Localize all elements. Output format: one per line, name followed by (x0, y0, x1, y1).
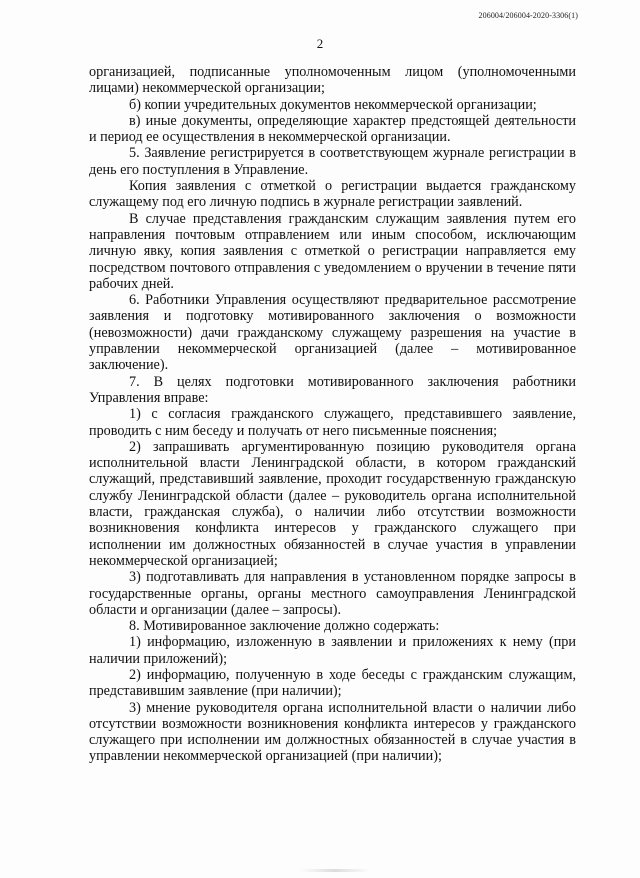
paragraph: 3) мнение руководителя органа исполнительной власти о наличии либо отсутствии возможности возникновения конфликта интересов у гражданского служащего при исполнении им должностных обязанностей в случае участия в управлении некоммерческой организацией (при наличии); (89, 699, 576, 765)
scan-artifact (300, 869, 370, 872)
paragraph: 2) запрашивать аргументированную позицию руководителя органа исполнительной власти Ленинградской области, в котором гражданский служащий, представивший заявление, проходит государственную гражданскую службу Ленинградской области (далее – руководитель органа исполнительной власти, гражданская служба), о наличии либо отсутствии возможности возникновения конфликта интересов у гражданского служащего при исполнении им должностных обязанностей в случае участия в управлении некоммерческой организацией; (89, 438, 576, 569)
paragraph: 8. Мотивированное заключение должно содержать: (129, 618, 440, 635)
document-body (89, 64, 576, 765)
paragraph: 6. Работники Управления осуществляют предварительное рассмотрение заявления и подготовку мотивированного заключения о возможности (невозможности) дачи гражданскому служащему разрешения на участие в управлении некоммерческой организацией (далее – мотивированное заключение). (89, 292, 576, 374)
paragraph: 7. В целях подготовки мотивированного заключения работники Управления вправе: (89, 373, 576, 406)
paragraph: б) копии учредительных документов некоммерческой организации; (129, 96, 537, 113)
paragraph: 1) с согласия гражданского служащего, представившего заявление, проводить с ним беседу и получать от него письменные пояснения; (89, 406, 576, 439)
paragraph: 2) информацию, полученную в ходе беседы с гражданским служащим, представившим заявление (при наличии); (89, 666, 576, 700)
paragraph: 1) информацию, изложенную в заявлении и приложениях к нему (при наличии приложений); (89, 634, 576, 667)
paragraph: В случае представления гражданским служащим заявления путем его направления почтовым отправлением или иным способом, исключающим личную явку, копия заявления с отметкой о регистрации направляется ему посредством почтового отправления с уведомлением о вручении в течение пяти рабочих дней. (89, 210, 576, 292)
paragraph: Копия заявления с отметкой о регистрации выдается гражданскому служащему под его личную подпись в журнале регистрации заявлений. (89, 178, 576, 211)
paragraph: 3) подготавливать для направления в установленном порядке запросы в государственные органы, органы местного самоуправления Ленинградской области и организации (далее – запросы). (89, 569, 576, 618)
paragraph: 5. Заявление регистрируется в соответствующем журнале регистрации в день его поступления в Управление. (89, 145, 576, 178)
document-id: 206004/206004-2020-3306(1) (478, 11, 578, 20)
paragraph: организацией, подписанные уполномоченным лицом (уполномоченными лицами) некоммерческой организации; (89, 64, 576, 97)
page-number: 2 (316, 36, 324, 51)
paragraph: в) иные документы, определяющие характер предстоящей деятельности и период ее осуществления в некоммерческой организации. (89, 112, 576, 146)
